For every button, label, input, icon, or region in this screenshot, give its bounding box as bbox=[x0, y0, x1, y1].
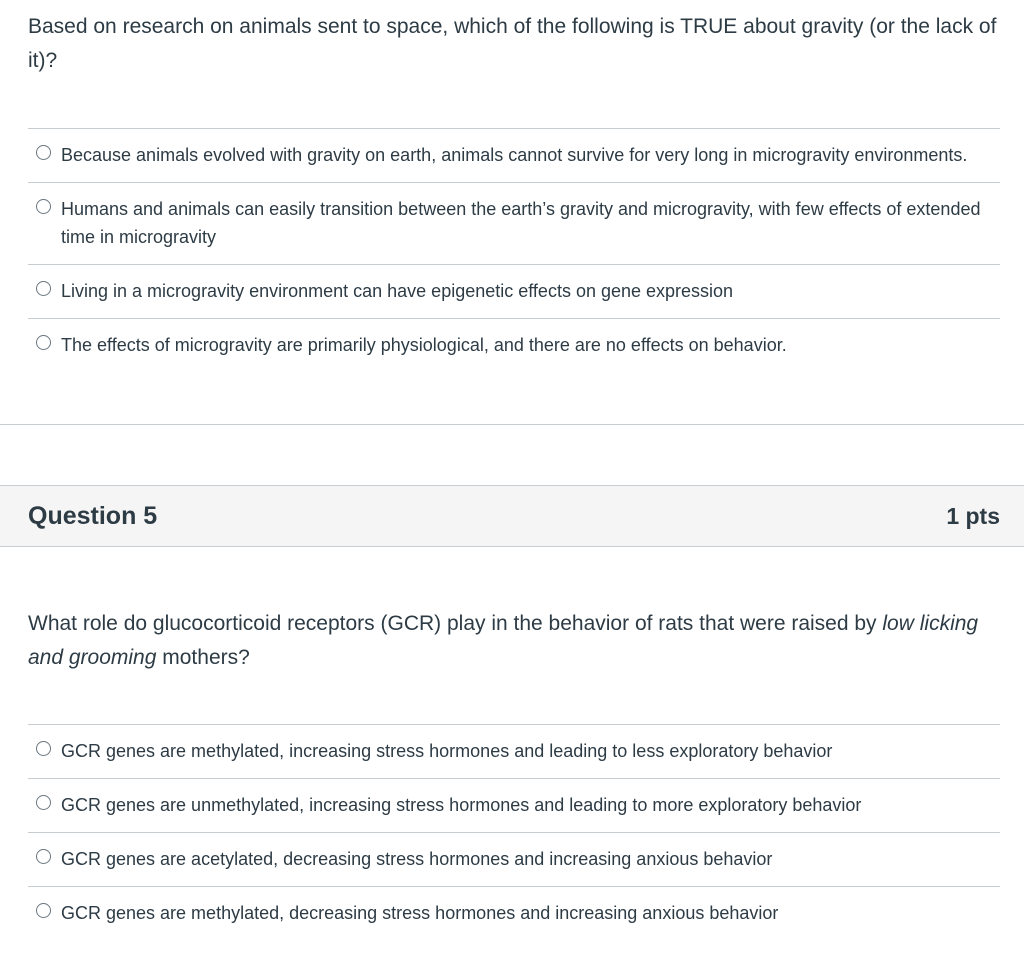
radio-button[interactable] bbox=[36, 741, 51, 756]
answer-label: GCR genes are unmethylated, increasing stress hormones and leading to more exploratory behavior bbox=[61, 795, 862, 815]
answer-label: GCR genes are methylated, decreasing stress hormones and increasing anxious behavior bbox=[61, 903, 779, 923]
question-text-end: mothers? bbox=[156, 646, 250, 669]
radio-button[interactable] bbox=[36, 145, 51, 160]
question-4-answers bbox=[28, 128, 1000, 372]
question-divider bbox=[0, 424, 1024, 425]
answer-option[interactable] bbox=[28, 779, 1000, 833]
answer-label: Because animals evolved with gravity on earth, animals cannot survive for very long in microgravity environments. bbox=[61, 145, 968, 165]
answer-option[interactable] bbox=[28, 183, 1000, 265]
answer-option[interactable] bbox=[28, 265, 1000, 319]
answer-option[interactable] bbox=[28, 887, 1000, 940]
radio-button[interactable] bbox=[36, 335, 51, 350]
question-4-text: Based on research on animals sent to space, which of the following is TRUE about gravity (or the lack of it)? bbox=[28, 15, 997, 72]
question-points: 1 pts bbox=[946, 502, 1000, 529]
question-5-text bbox=[0, 607, 1024, 675]
answer-label: Humans and animals can easily transition between the earth’s gravity and microgravity, with few effects of extended time in microgravity bbox=[61, 199, 981, 247]
question-5-answers bbox=[28, 724, 1000, 940]
radio-button[interactable] bbox=[36, 849, 51, 864]
question-title: Question 5 bbox=[28, 501, 158, 530]
answer-label: Living in a microgravity environment can have epigenetic effects on gene expression bbox=[61, 281, 734, 301]
answer-option[interactable] bbox=[28, 129, 1000, 183]
question-text-start: What role do glucocorticoid receptors (GCR) play in the behavior of rats that were raised by bbox=[28, 612, 883, 635]
radio-button[interactable] bbox=[36, 795, 51, 810]
radio-button[interactable] bbox=[36, 903, 51, 918]
question-text-emphasis: low licking and grooming bbox=[28, 612, 979, 669]
radio-button[interactable] bbox=[36, 281, 51, 296]
answer-option[interactable] bbox=[28, 725, 1000, 779]
question-5-header bbox=[0, 485, 1024, 547]
answer-label: GCR genes are acetylated, decreasing stress hormones and increasing anxious behavior bbox=[61, 849, 773, 869]
answer-option[interactable] bbox=[28, 319, 1000, 372]
answer-option[interactable] bbox=[28, 833, 1000, 887]
answer-label: GCR genes are methylated, increasing stress hormones and leading to less exploratory behavior bbox=[61, 741, 833, 761]
radio-button[interactable] bbox=[36, 199, 51, 214]
answer-label: The effects of microgravity are primarily physiological, and there are no effects on behavior. bbox=[61, 335, 787, 355]
